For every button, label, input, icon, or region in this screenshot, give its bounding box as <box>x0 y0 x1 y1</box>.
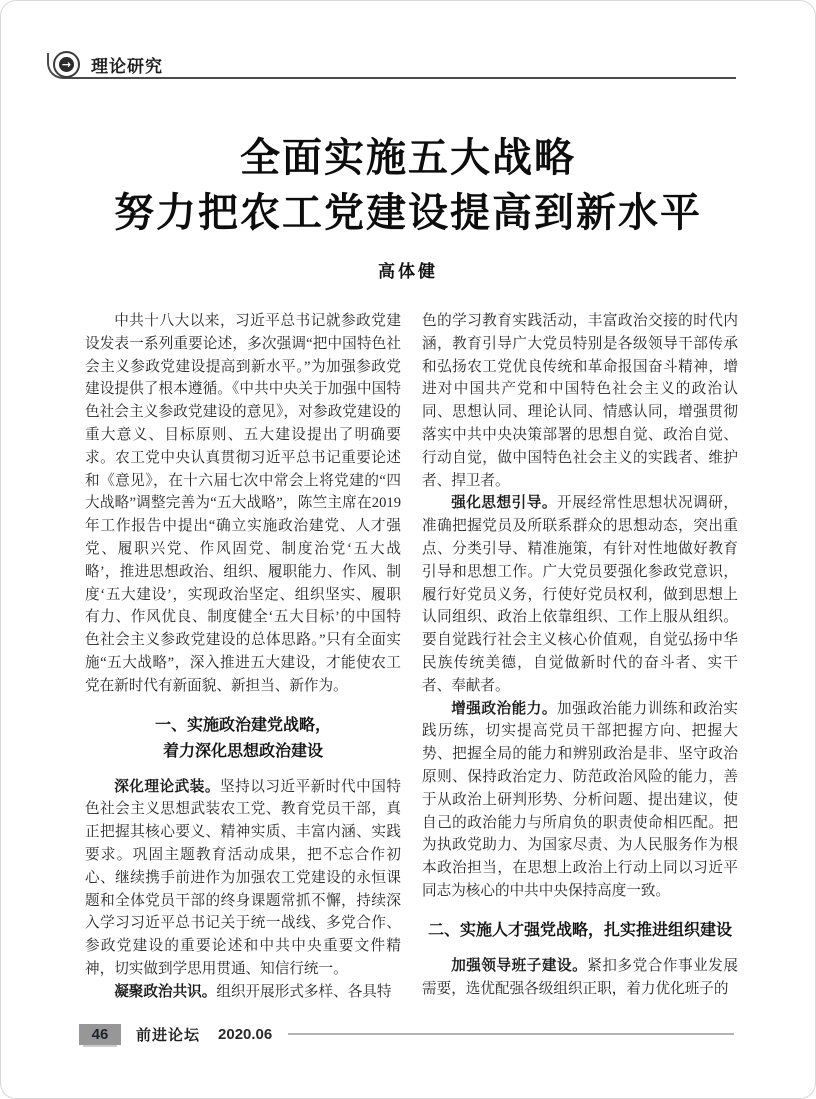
section-heading-line: 二、实施人才强党战略，扎实推进组织建设 <box>427 921 732 939</box>
arrow-icon <box>59 57 74 72</box>
page-footer <box>79 1021 734 1047</box>
section-heading <box>422 918 738 944</box>
paragraph-lead: 深化理论武装。 <box>114 778 221 795</box>
body-paragraph <box>422 698 738 903</box>
body-paragraph <box>85 981 401 1004</box>
body-paragraph <box>85 310 401 698</box>
journal-name: 前进论坛 <box>136 1026 201 1044</box>
title-block <box>1 131 815 282</box>
paragraph-lead: 凝聚政治共识。 <box>114 983 217 1000</box>
body-paragraph <box>422 492 738 697</box>
page-number: 46 <box>79 1024 121 1045</box>
article-title-line1: 全面实施五大战略 <box>240 136 576 180</box>
paragraph-text: 中共十八大以来，习近平总书记就参政党建设发表一系列重要论述，多次强调“把中国特色社会主义参政党建设提高到新水平。”为加强参政党建设提供了根本遵循。《中共中央关于加强中国特色社会主义参政党建设的意见》，对参政党建设的重大意义、目标原则、五大建设提出了明确要求。农工党中央认真贯彻习近平总书记重要论述和《意见》，在十六届七次中常会上将党建的“四大战略”调整完善为“五大战略”，陈竺主席在2019年工作报告中提出“确立实施政治建党、人才强党、履职兴党、作风固党、制度治党‘五大战略’，推进思想政治、组织、履职能力、作风、制度‘五大建设’，实现政治坚定、组织坚实、履职有力、作风优良、制度健全‘五大目标’的中国特色社会主义参政党建设的总体思路。”只有全面实施“五大战略”，深入推进五大建设，才能使农工党在新时代有新面貌、新担当、新作为。 <box>85 313 401 694</box>
article-body <box>85 310 738 1004</box>
paragraph-lead: 强化思想引导。 <box>451 495 558 512</box>
paragraph-lead: 增强政治能力。 <box>451 700 558 717</box>
journal-issue: 2020.06 <box>218 1025 273 1043</box>
section-heading <box>85 713 401 765</box>
section-heading-line: 着力深化思想政治建设 <box>162 742 323 760</box>
body-paragraph <box>422 310 738 492</box>
article-author: 高体健 <box>378 262 438 281</box>
paragraph-lead: 加强领导班子建设。 <box>451 957 588 974</box>
paragraph-text: 开展经常性思想状况调研，准确把握党员及所联系群众的思想动态，突出重点、分类引导、精准施策，有针对性地做好教育引导和思想工作。广大党员要强化参政党意识，履行好党员义务，行使好党员权利，做到思想上认同组织、政治上依靠组织、工作上服从组织。要自觉践行社会主义核心价值观，自觉弘扬中华民族传统美德，自觉做新时代的奋斗者、实干者、奉献者。 <box>422 495 738 694</box>
article-column <box>422 310 738 1004</box>
paragraph-text: 坚持以习近平新时代中国特色社会主义思想武装农工党、教育党员干部，真正把握其核心要义、精神实质、丰富内涵、实践要求。巩固主题教育活动成果，把不忘合作初心、继续携手前进作为加强农工党建设的永恒课题和全体党员干部的终身课题常抓不懈，持续深入学习习近平总书记关于统一战线、多党合作、参政党建设的重要论述和中共中央重要文件精神，切实做到学思用贯通、知信行统一。 <box>85 778 401 977</box>
paragraph-text: 紧扣多党合作事业发展需要，选优配强各级组织正职，着力优化班子的 <box>422 957 738 997</box>
section-label: 理论研究 <box>91 52 171 77</box>
paragraph-text: 加强政治能力训练和政治实践历练，切实提高党员干部把握方向、把握大势、把握全局的能力和辨别政治是非、坚守政治原则、保持政治定力、防范政治风险的能力，善于从政治上研判形势、分析问题、提出建议，使自己的政治能力与所肩负的职责使命相匹配。把为执政党助力、为国家尽责、为人民服务作为根本政治担当，在思想上政治上行动上同以习近平同志为核心的中共中央保持高度一致。 <box>422 700 738 899</box>
paragraph-text: 色的学习教育实践活动，丰富政治交接的时代内涵，教育引导广大党员特别是各级领导干部传承和弘扬农工党优良传统和革命报国奋斗精神，增进对中国共产党和中国特色社会主义的政治认同、思想认同、理论认同、情感认同，增强贯彻落实中共中央决策部署的思想自觉、政治自觉、行动自觉，做中国特色社会主义的实践者、维护者、捍卫者。 <box>422 313 738 489</box>
section-heading-line: 一、实施政治建党战略， <box>154 716 331 734</box>
body-paragraph <box>422 955 738 1001</box>
arrow-circle-icon <box>53 51 80 78</box>
article-title-line2: 努力把农工党建设提高到新水平 <box>114 191 702 235</box>
paragraph-text: 组织开展形式多样、各具特 <box>216 983 392 1000</box>
article-column <box>85 310 401 1004</box>
running-header <box>47 51 736 81</box>
body-paragraph <box>85 776 401 981</box>
footer-rule <box>288 1033 734 1036</box>
